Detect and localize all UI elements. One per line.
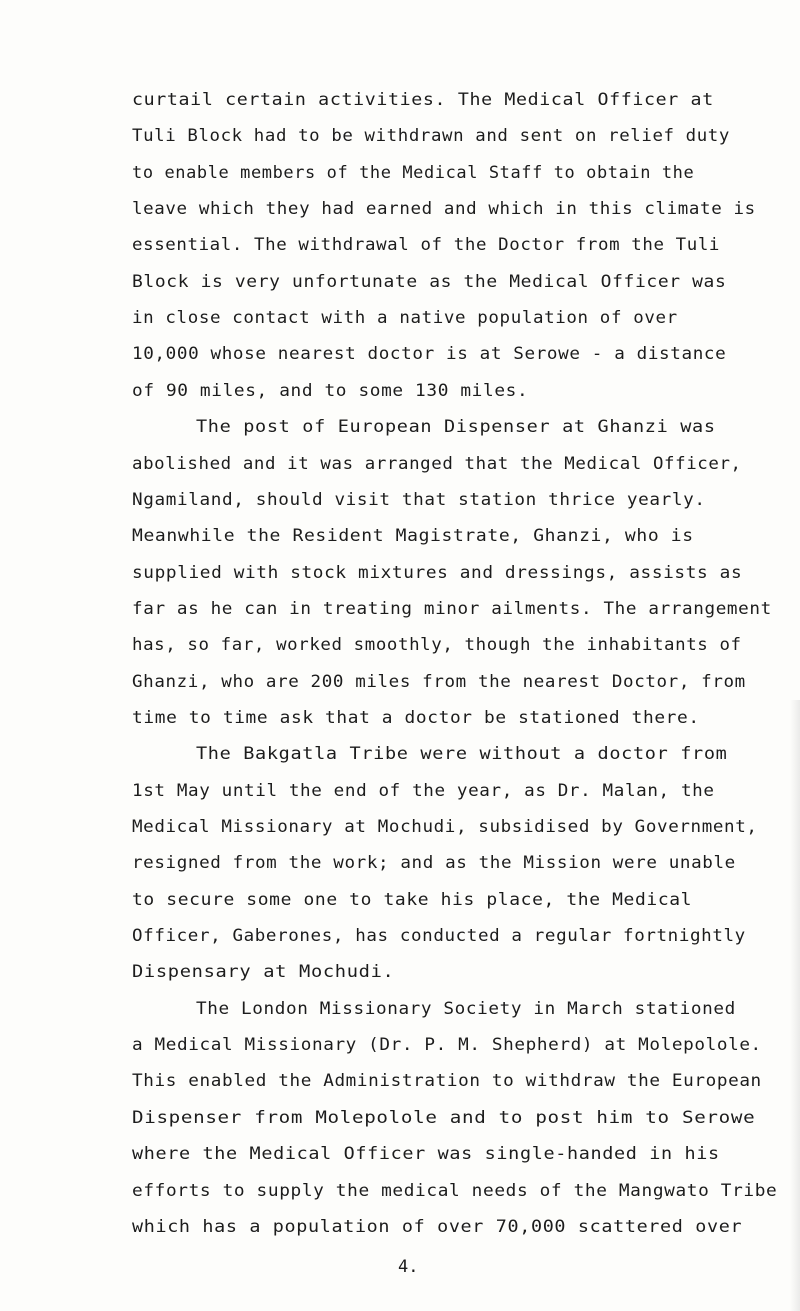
text-line: supplied with stock mixtures and dressings, assists as [132, 563, 743, 583]
text-line: to secure some one to take his place, the Medical [132, 890, 693, 910]
text-line: 1st May until the end of the year, as Dr. Malan, the [132, 781, 715, 801]
text-line: of 90 miles, and to some 130 miles. [132, 381, 529, 401]
paragraph-start-line: The post of European Dispenser at Ghanzi was [196, 417, 716, 437]
text-line: Dispensary at Mochudi. [132, 962, 395, 982]
text-line: 10,000 whose nearest doctor is at Serowe - a distance [132, 344, 727, 364]
text-line: which has a population of over 70,000 scattered over [132, 1217, 743, 1237]
paragraph-start-line: The Bakgatla Tribe were without a doctor from [196, 744, 728, 764]
text-line: curtail certain activities. The Medical Officer at [132, 90, 714, 110]
text-line: Medical Missionary at Mochudi, subsidised by Government, [132, 817, 758, 837]
text-line: has, so far, worked smoothly, though the inhabitants of [132, 635, 742, 655]
text-line: Block is very unfortunate as the Medical Officer was [132, 272, 727, 292]
paragraph-start-line: The London Missionary Society in March stationed [196, 999, 736, 1019]
text-line: This enabled the Administration to withdraw the European [132, 1071, 762, 1091]
text-line: Meanwhile the Resident Magistrate, Ghanzi, who is [132, 526, 694, 546]
text-line: time to time ask that a doctor be stationed there. [132, 708, 700, 728]
text-line: resigned from the work; and as the Mission were unable [132, 853, 736, 873]
text-line: in close contact with a native population of over [132, 308, 678, 328]
text-line: leave which they had earned and which in this climate is [132, 199, 756, 219]
text-line: Ghanzi, who are 200 miles from the nearest Doctor, from [132, 672, 746, 692]
text-line: where the Medical Officer was single-handed in his [132, 1144, 720, 1164]
page-number: 4. [398, 1257, 419, 1277]
text-line: efforts to supply the medical needs of the Mangwato Tribe [132, 1181, 778, 1201]
text-line: Officer, Gaberones, has conducted a regular fortnightly [132, 926, 746, 946]
text-line: Tuli Block had to be withdrawn and sent on relief duty [132, 126, 730, 146]
text-line: abolished and it was arranged that the Medical Officer, [132, 454, 742, 474]
text-line: Dispenser from Molepolole and to post him to Serowe [132, 1108, 756, 1128]
text-line: Ngamiland, should visit that station thrice yearly. [132, 490, 706, 510]
text-line: essential. The withdrawal of the Doctor from the Tuli [132, 235, 721, 255]
text-line: a Medical Missionary (Dr. P. M. Shepherd) at Molepolole. [132, 1035, 762, 1055]
text-line: to enable members of the Medical Staff to obtain the [132, 163, 695, 183]
text-line: far as he can in treating minor ailments. The arrangement [132, 599, 772, 619]
page-edge-shadow [790, 700, 800, 1311]
